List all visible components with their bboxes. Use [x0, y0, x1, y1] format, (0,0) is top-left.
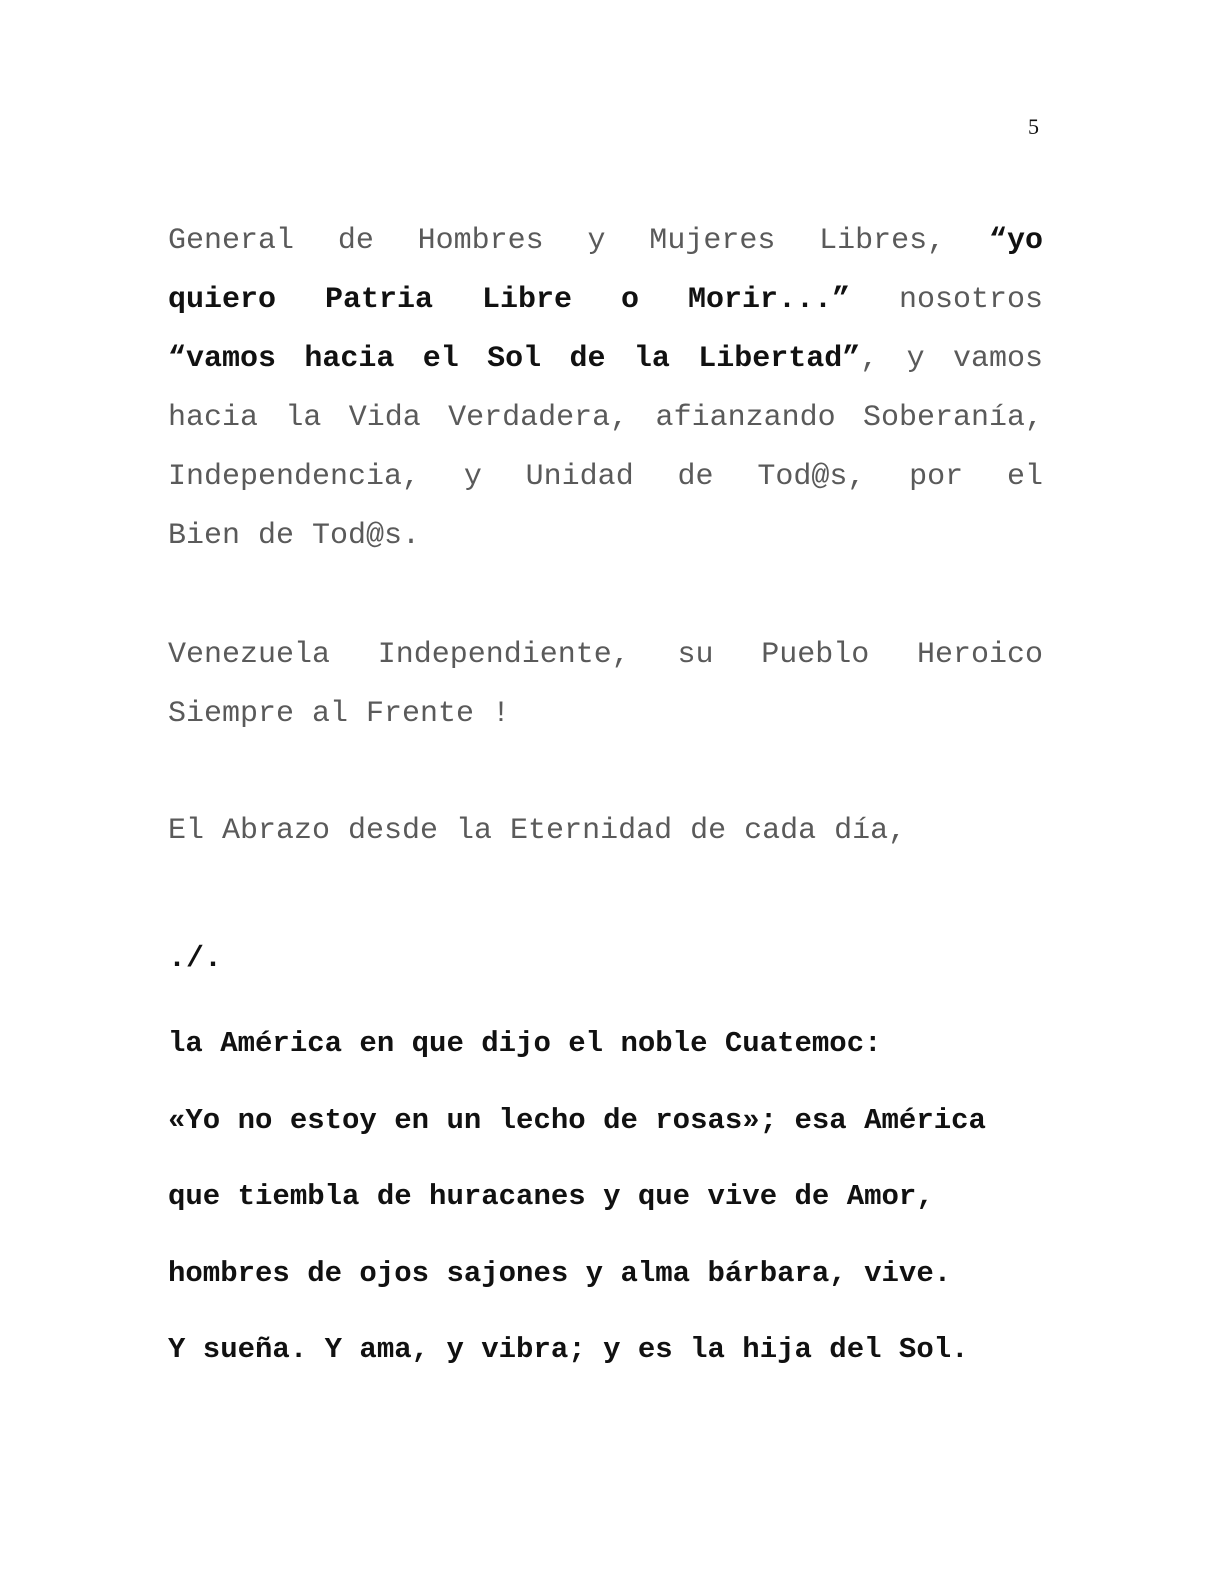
page-number: 5 [1028, 114, 1039, 139]
quote-line: hombres de ojos sajones y alma bárbara, vive. [168, 1256, 952, 1290]
plain-text: General de Hombres y Mujeres Libres, [168, 224, 989, 258]
quote-line: «Yo no estoy en un lecho de rosas»; esa América [168, 1103, 986, 1137]
paragraph-line: El Abrazo desde la Eternidad de cada día, [168, 814, 907, 848]
bold-text: quiero Patria Libre o Morir...” [168, 283, 850, 317]
paragraph-line [168, 212, 1043, 271]
plain-text: nosotros [850, 283, 1044, 317]
paragraph-line: Siempre al Frente ! [168, 697, 511, 731]
separator-mark: ./. [168, 942, 223, 976]
paragraph-line [168, 330, 1043, 389]
bold-text: “yo [988, 224, 1043, 258]
paragraph-line: Venezuela Independiente, su Pueblo Heroico [168, 638, 1043, 672]
paragraph-closing-3 [168, 802, 1043, 861]
plain-text: , y vamos [860, 342, 1043, 376]
bold-text: “vamos hacia el Sol de la Libertad” [168, 342, 861, 376]
quote-line: que tiembla de huracanes y que vive de Amor, [168, 1180, 934, 1213]
paragraph-line [168, 271, 1043, 330]
paragraph-line: hacia la Vida Verdadera, afianzando Soberanía, [168, 401, 1043, 435]
quote-line: la América en que dijo el noble Cuatemoc: [168, 1027, 882, 1060]
quote-line: Y sueña. Y ama, y vibra; y es la hija del Sol. [168, 1333, 969, 1366]
paragraph-line: Bien de Tod@s. [168, 519, 421, 553]
paragraph-line: Independencia, y Unidad de Tod@s, por el [168, 460, 1043, 494]
quote-block [168, 1006, 1108, 1389]
paragraph-closing-2 [168, 626, 1043, 744]
paragraph-closing-1 [168, 212, 1043, 566]
